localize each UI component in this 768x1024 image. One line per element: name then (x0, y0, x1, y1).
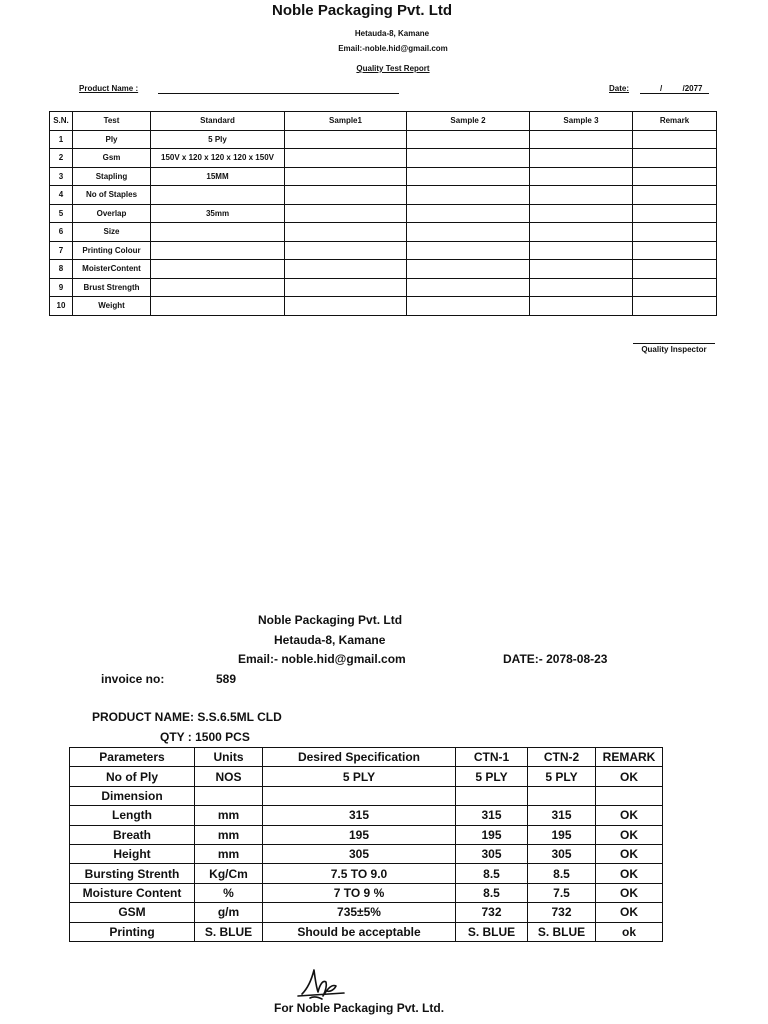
table-cell: Length (70, 806, 195, 825)
header-cell: Parameters (70, 748, 195, 767)
table-cell: 2 (50, 149, 73, 168)
table-row (50, 130, 717, 149)
table-cell: 7 (50, 241, 73, 260)
table-cell (530, 278, 633, 297)
header-cell: S.N. (50, 112, 73, 131)
table-row (70, 922, 663, 941)
table-cell: 305 (456, 844, 528, 863)
table-row (70, 806, 663, 825)
table-cell (407, 260, 530, 279)
table-cell (596, 786, 663, 805)
table-cell: Moisture Content (70, 883, 195, 902)
table-cell: S. BLUE (456, 922, 528, 941)
table-cell: Printing (70, 922, 195, 941)
table-cell (633, 297, 717, 316)
table-cell (407, 297, 530, 316)
report1-address: Hetauda-8, Kamane (354, 29, 430, 38)
table-cell (285, 149, 407, 168)
date-value (640, 84, 709, 94)
signature-line (633, 343, 715, 344)
table-cell: g/m (195, 903, 263, 922)
table-cell: OK (596, 883, 663, 902)
header-cell: Test (73, 112, 151, 131)
product-name: PRODUCT NAME: S.S.6.5ML CLD (92, 710, 282, 724)
product-name-label: Product Name : (79, 84, 139, 93)
table-cell: Dimension (70, 786, 195, 805)
table-cell (285, 223, 407, 242)
table-cell: 732 (528, 903, 596, 922)
table-cell: 195 (263, 825, 456, 844)
table-cell: 195 (456, 825, 528, 844)
table-cell: 9 (50, 278, 73, 297)
table-cell (151, 223, 285, 242)
table-cell: 315 (456, 806, 528, 825)
table-cell (195, 786, 263, 805)
table-cell (530, 186, 633, 205)
table-cell: 195 (528, 825, 596, 844)
table-cell: Should be acceptable (263, 922, 456, 941)
invoice-number: 589 (216, 672, 237, 686)
table-cell: 150V x 120 x 120 x 120 x 150V (151, 149, 285, 168)
table-row (70, 864, 663, 883)
table-cell: 7 TO 9 % (263, 883, 456, 902)
table-cell: 5 PLY (528, 767, 596, 786)
table-cell: No of Staples (73, 186, 151, 205)
table-cell (285, 278, 407, 297)
table-cell (407, 223, 530, 242)
table-cell: 315 (528, 806, 596, 825)
table-cell (407, 186, 530, 205)
table-row (50, 204, 717, 223)
table-cell: 5 Ply (151, 130, 285, 149)
table-row (70, 903, 663, 922)
table-cell: No of Ply (70, 767, 195, 786)
table-cell: Weight (73, 297, 151, 316)
table-cell (633, 204, 717, 223)
table-cell: Kg/Cm (195, 864, 263, 883)
table-cell (530, 241, 633, 260)
table-cell (530, 260, 633, 279)
table-cell (633, 278, 717, 297)
table-cell: NOS (195, 767, 263, 786)
table-header-row (70, 748, 663, 767)
report1-email: Email:-noble.hid@gmail.com (338, 44, 448, 53)
header-cell: Sample 2 (407, 112, 530, 131)
table-cell (407, 278, 530, 297)
invoice-label: invoice no: (101, 672, 165, 686)
table-cell: Brust Strength (73, 278, 151, 297)
table-cell (633, 167, 717, 186)
table-row (50, 149, 717, 168)
table-cell: 8 (50, 260, 73, 279)
table-cell (530, 149, 633, 168)
table-cell: OK (596, 903, 663, 922)
table-row (50, 241, 717, 260)
header-cell: CTN-2 (528, 748, 596, 767)
table-cell: 35mm (151, 204, 285, 223)
header-cell: Units (195, 748, 263, 767)
table-cell (530, 223, 633, 242)
date-sep-2: /2077 (682, 84, 703, 93)
table-cell: S. BLUE (195, 922, 263, 941)
table-cell (530, 167, 633, 186)
table-cell: % (195, 883, 263, 902)
table-row (50, 260, 717, 279)
table-cell: 7.5 TO 9.0 (263, 864, 456, 883)
table-cell: 5 (50, 204, 73, 223)
table-cell: OK (596, 864, 663, 883)
table-cell (633, 223, 717, 242)
report1-company-name: Noble Packaging Pvt. Ltd (271, 2, 453, 19)
header-cell: Remark (633, 112, 717, 131)
product-name-blank-line (158, 93, 399, 94)
table-cell (151, 241, 285, 260)
table-cell (285, 130, 407, 149)
table-cell: S. BLUE (528, 922, 596, 941)
table-cell (633, 241, 717, 260)
table-cell: ok (596, 922, 663, 941)
table-cell: 10 (50, 297, 73, 316)
table-cell: 1 (50, 130, 73, 149)
table-row (70, 883, 663, 902)
header-cell: Desired Specification (263, 748, 456, 767)
table-cell: 8.5 (528, 864, 596, 883)
report2-email: Email:- noble.hid@gmail.com (238, 652, 406, 666)
header-cell: Standard (151, 112, 285, 131)
table-cell: 4 (50, 186, 73, 205)
table-row (50, 278, 717, 297)
table-cell: Size (73, 223, 151, 242)
table-row (70, 767, 663, 786)
table-cell: mm (195, 806, 263, 825)
table-cell (407, 167, 530, 186)
table-cell: 305 (528, 844, 596, 863)
table-cell: 15MM (151, 167, 285, 186)
table-cell: 735±5% (263, 903, 456, 922)
table-row (50, 297, 717, 316)
quantity: QTY : 1500 PCS (160, 730, 250, 744)
table-cell (151, 260, 285, 279)
table-row (50, 223, 717, 242)
report2-address: Hetauda-8, Kamane (274, 633, 386, 647)
table-cell: OK (596, 844, 663, 863)
table-cell: OK (596, 806, 663, 825)
table-cell (407, 241, 530, 260)
table-cell: Gsm (73, 149, 151, 168)
table-cell (285, 297, 407, 316)
table-cell (285, 167, 407, 186)
table-cell: 8.5 (456, 864, 528, 883)
table-cell (633, 260, 717, 279)
table-cell: 315 (263, 806, 456, 825)
signoff-text: For Noble Packaging Pvt. Ltd. (274, 1001, 445, 1015)
table-cell: Printing Colour (73, 241, 151, 260)
table-cell: Height (70, 844, 195, 863)
quality-test-table (49, 111, 717, 316)
signature-icon (296, 966, 348, 1006)
table-cell: MoisterContent (73, 260, 151, 279)
table-cell: Breath (70, 825, 195, 844)
table-cell (633, 130, 717, 149)
table-cell: mm (195, 825, 263, 844)
table-cell (285, 186, 407, 205)
table-cell (530, 204, 633, 223)
report1-title: Quality Test Report (356, 64, 430, 73)
header-cell: CTN-1 (456, 748, 528, 767)
date-label: Date: (609, 84, 630, 93)
report2-date: DATE:- 2078-08-23 (503, 652, 608, 666)
table-cell (456, 786, 528, 805)
table-cell (530, 130, 633, 149)
table-cell: 7.5 (528, 883, 596, 902)
inspection-table (69, 747, 663, 942)
table-cell: OK (596, 825, 663, 844)
table-cell: 3 (50, 167, 73, 186)
table-row (50, 167, 717, 186)
table-cell: Overlap (73, 204, 151, 223)
table-cell (285, 204, 407, 223)
date-sep-1: / (660, 84, 663, 93)
header-cell: REMARK (596, 748, 663, 767)
table-cell: Stapling (73, 167, 151, 186)
header-cell: Sample 3 (530, 112, 633, 131)
table-header-row (50, 112, 717, 131)
table-cell (151, 297, 285, 316)
table-row (50, 186, 717, 205)
table-cell: mm (195, 844, 263, 863)
header-cell: Sample1 (285, 112, 407, 131)
table-cell (285, 241, 407, 260)
table-cell: 5 PLY (456, 767, 528, 786)
report2-company-name: Noble Packaging Pvt. Ltd (258, 613, 403, 627)
table-cell (530, 297, 633, 316)
quality-inspector-label: Quality Inspector (641, 345, 707, 354)
table-cell: Ply (73, 130, 151, 149)
table-cell (263, 786, 456, 805)
table-row (70, 844, 663, 863)
table-cell: 5 PLY (263, 767, 456, 786)
table-cell (407, 149, 530, 168)
table-cell: 732 (456, 903, 528, 922)
table-row (70, 825, 663, 844)
table-cell (151, 186, 285, 205)
table-cell (633, 149, 717, 168)
table-cell: OK (596, 767, 663, 786)
table-cell (633, 186, 717, 205)
table-cell: 8.5 (456, 883, 528, 902)
table-cell (407, 130, 530, 149)
table-cell (407, 204, 530, 223)
table-cell: Bursting Strenth (70, 864, 195, 883)
table-cell: GSM (70, 903, 195, 922)
table-cell: 305 (263, 844, 456, 863)
table-cell (285, 260, 407, 279)
table-row (70, 786, 663, 805)
table-cell (528, 786, 596, 805)
table-cell: 6 (50, 223, 73, 242)
table-cell (151, 278, 285, 297)
